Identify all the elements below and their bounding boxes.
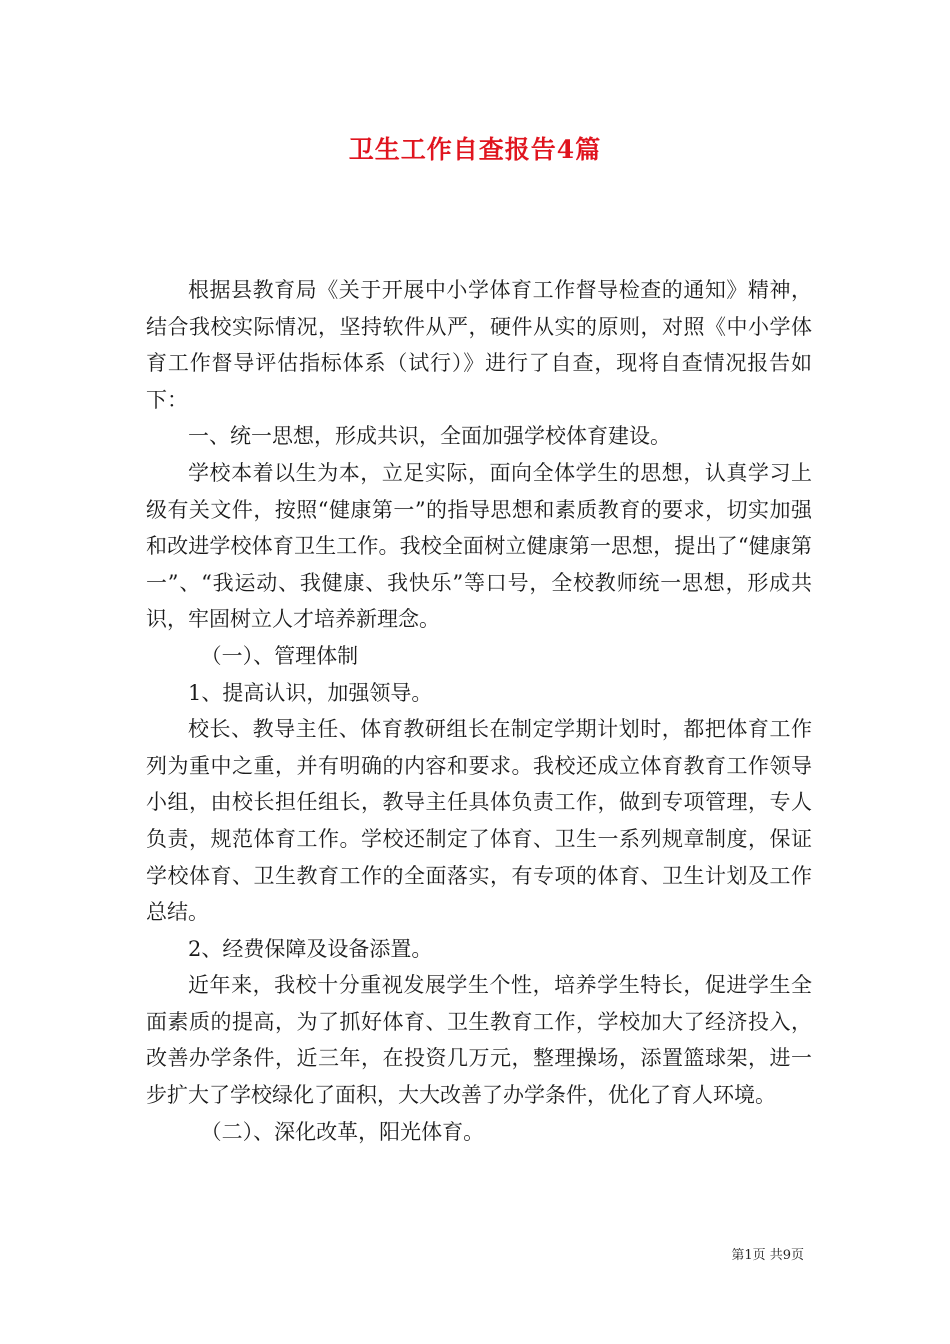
paragraph-funding: 近年来，我校十分重视发展学生个性，培养学生特长，促进学生全面素质的提高，为了抓好体育、卫生教育工作，学校加大了经济投入，改善办学条件，近三年，在投资几万元，整理操场，添置篮球架，进一步扩大了学校绿化了面积，大大改善了办学条件，优化了育人环境。 xyxy=(146,973,812,1108)
paragraph-philosophy: 学校本着以生为本，立足实际，面向全体学生的思想，认真学习上级有关文件，按照“健康第一”的指导思想和素质教育的要求，切实加强和改进学校体育卫生工作。我校全面树立健康第一思想，提出了“健康第一”、“我运动、我健康、我快乐”等口号，全校教师统一思想，形成共识，牢固树立人才培养新理念。 xyxy=(146,460,812,632)
paragraph-leadership: 校长、教导主任、体育教研组长在制定学期计划时，都把体育工作列为重中之重，并有明确的内容和要求。我校还成立体育教育工作领导小组，由校长担任组长，教导主任具体负责工作，做到专项管理，专人负责，规范体育工作。学校还制定了体育、卫生一系列规章制度，保证学校体育、卫生教育工作的全面落实，有专项的体育、卫生计划及工作总结。 xyxy=(146,717,812,925)
item-heading-2: 2、经费保障及设备添置。 xyxy=(188,936,433,961)
section-heading-1: 一、统一思想，形成共识，全面加强学校体育建设。 xyxy=(188,424,671,449)
paragraph-intro: 根据县教育局《关于开展中小学体育工作督导检查的通知》精神，结合我校实际情况，坚持软件从严，硬件从实的原则，对照《中小学体育工作督导评估指标体系（试行）》进行了自查，现将自查情况报告如下： xyxy=(146,278,812,412)
document-title: 卫生工作自查报告4篇 xyxy=(348,135,602,164)
subsection-heading-reform: （二）、深化改革，阳光体育。 xyxy=(200,1119,485,1144)
subsection-heading-management: （一）、管理体制 xyxy=(200,643,359,668)
page-number-footer: 第1页 共9页 xyxy=(731,1248,804,1263)
item-heading-1: 1、提高认识，加强领导。 xyxy=(188,680,433,705)
document-body xyxy=(146,272,812,1150)
